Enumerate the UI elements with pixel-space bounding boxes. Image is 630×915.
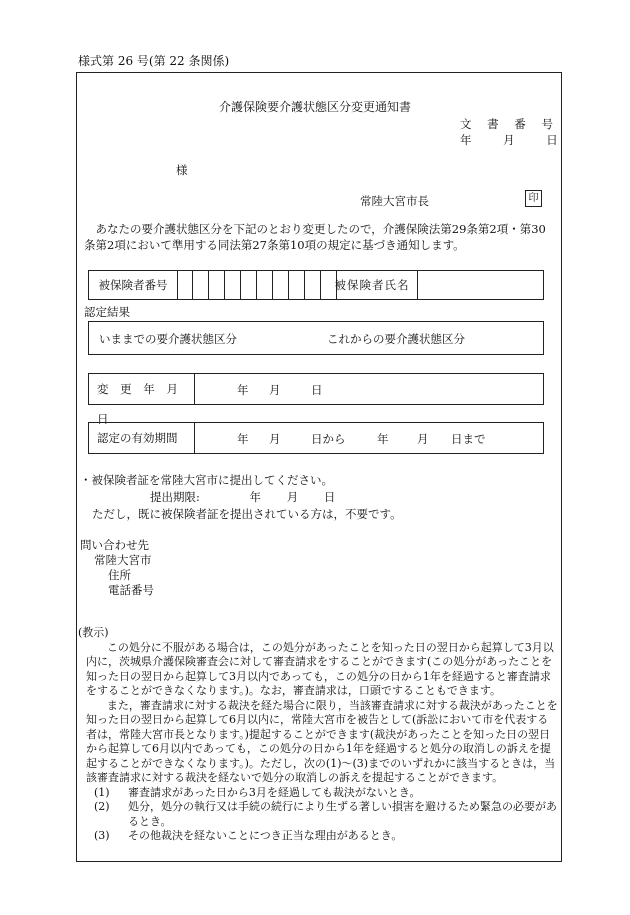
- validity-to-month: 月: [417, 432, 429, 446]
- result-heading: 認定結果: [84, 305, 130, 319]
- appeal-item-text: 審査請求があった日から3月を経過しても裁決がないとき。: [128, 785, 421, 799]
- insured-person-row: [88, 270, 544, 300]
- doc-number-text: 文 書 番 号: [460, 117, 559, 131]
- deadline-day: 日: [323, 490, 336, 504]
- change-date-row: [88, 373, 544, 426]
- previous-care-level-label: いままでの要介護状態区分: [99, 332, 237, 346]
- new-care-level-label: これからの要介護状態区分: [327, 332, 465, 346]
- submission-deadline: [150, 489, 335, 505]
- deadline-year: 年: [249, 490, 262, 504]
- validity-to-day: 日まで: [451, 432, 486, 446]
- document-number-label: [460, 116, 559, 132]
- already-submitted-note: ただし，既に被保険者証を提出されている方は，不要です。: [92, 507, 402, 521]
- deadline-month: 月: [286, 490, 299, 504]
- intro-paragraph: あなたの要介護状態区分を下記のとおり変更したので，介護保険法第29条第2項・第30条第2項において準用する同法第27条第10項の規定に基づき通知します。: [84, 222, 546, 252]
- deadline-label: 提出期限:: [150, 490, 200, 504]
- change-day: 日: [311, 383, 323, 397]
- number-cell[interactable]: [193, 271, 209, 299]
- seal-mark: 印: [525, 190, 542, 207]
- submission-notice: ・被保険者証を常陸大宮市に提出してください。: [80, 473, 333, 487]
- change-month: 月: [269, 383, 281, 397]
- validity-to-year: 年: [377, 432, 389, 446]
- appeal-item-text: その他裁決を経ないことにつき正当な理由があるとき。: [128, 829, 403, 842]
- number-cell[interactable]: [177, 271, 193, 299]
- number-cell[interactable]: [273, 271, 289, 299]
- contact-address: 住所: [108, 568, 131, 582]
- appeal-heading: (教示): [78, 626, 109, 639]
- number-cell[interactable]: [257, 271, 273, 299]
- addressee-suffix: 様: [176, 163, 188, 177]
- appeal-item-number: (1): [94, 785, 110, 799]
- appeal-item: [80, 800, 558, 829]
- number-cell[interactable]: [225, 271, 241, 299]
- change-date-label: 変 更 年 月 日: [89, 374, 195, 404]
- number-cell[interactable]: [241, 271, 257, 299]
- appeal-item: [80, 786, 558, 801]
- insured-number-cells: [177, 271, 337, 299]
- issue-date-text: 年 月 日: [460, 133, 572, 147]
- contact-phone: 電話番号: [108, 583, 154, 597]
- appeal-item: [80, 829, 558, 844]
- appeal-paragraph-2: また，審査請求に対する裁決を経た場合に限り，当該審査請求に対する裁決があったことを知った日の翌日から起算して6月以内に，常陸大宮市を被告として(訴訟において市を代表する者は，常陸大宮市長となります。)提起することができます(裁決があったことを知った日の翌日から起算して6月以内であっても，この処分の日から1年を経過すると処分の取消しの訴えを提起することができなくなります。)。ただし，次の(1)～(3)までのいずれかに該当するときは，当該審査請求に対する裁決を経ないで処分の取消しの訴えを提起することができます。: [86, 698, 558, 784]
- contact-block: [80, 538, 154, 598]
- validity-from-year: 年: [237, 432, 249, 446]
- validity-period-label: 認定の有効期間: [89, 423, 195, 453]
- appeal-instructions: [80, 626, 558, 844]
- issuer-name: 常陸大宮市長: [360, 194, 429, 208]
- care-level-box: [88, 321, 544, 355]
- number-cell[interactable]: [289, 271, 305, 299]
- appeal-paragraph-1: この処分に不服がある場合は，この処分があったことを知った日の翌日から起算して3月以内に，茨城県介護保険審査会に対して審査請求をすることができます(この処分があったことを知った日の翌日から起算して3月以内であっても，この処分の日から1年を経過すると審査請求をすることができなくなります。)。なお，審査請求は，口頭ですることもできます。: [86, 640, 554, 697]
- document-title: 介護保険要介護状態区分変更通知書: [218, 100, 411, 114]
- form-number-label: 様式第 26 号(第 22 条関係): [78, 54, 230, 68]
- change-year: 年: [237, 383, 249, 397]
- validity-period-row: [88, 422, 544, 454]
- issue-date-label: [460, 132, 572, 148]
- appeal-item-text: 処分，処分の執行又は手続の続行により生ずる著しい損害を避けるため緊急の必要があるとき。: [128, 800, 557, 828]
- validity-from-day: 日から: [311, 432, 346, 446]
- number-cell[interactable]: [305, 271, 321, 299]
- contact-heading: 問い合わせ先: [80, 538, 149, 552]
- appeal-item-number: (3): [94, 829, 110, 842]
- insured-name-label: 被保険者氏名: [327, 271, 418, 299]
- insured-number-label: 被保険者番号: [89, 271, 178, 299]
- number-cell[interactable]: [209, 271, 225, 299]
- appeal-item-number: (2): [94, 800, 110, 813]
- validity-from-month: 月: [269, 432, 281, 446]
- contact-org: 常陸大宮市: [94, 553, 152, 567]
